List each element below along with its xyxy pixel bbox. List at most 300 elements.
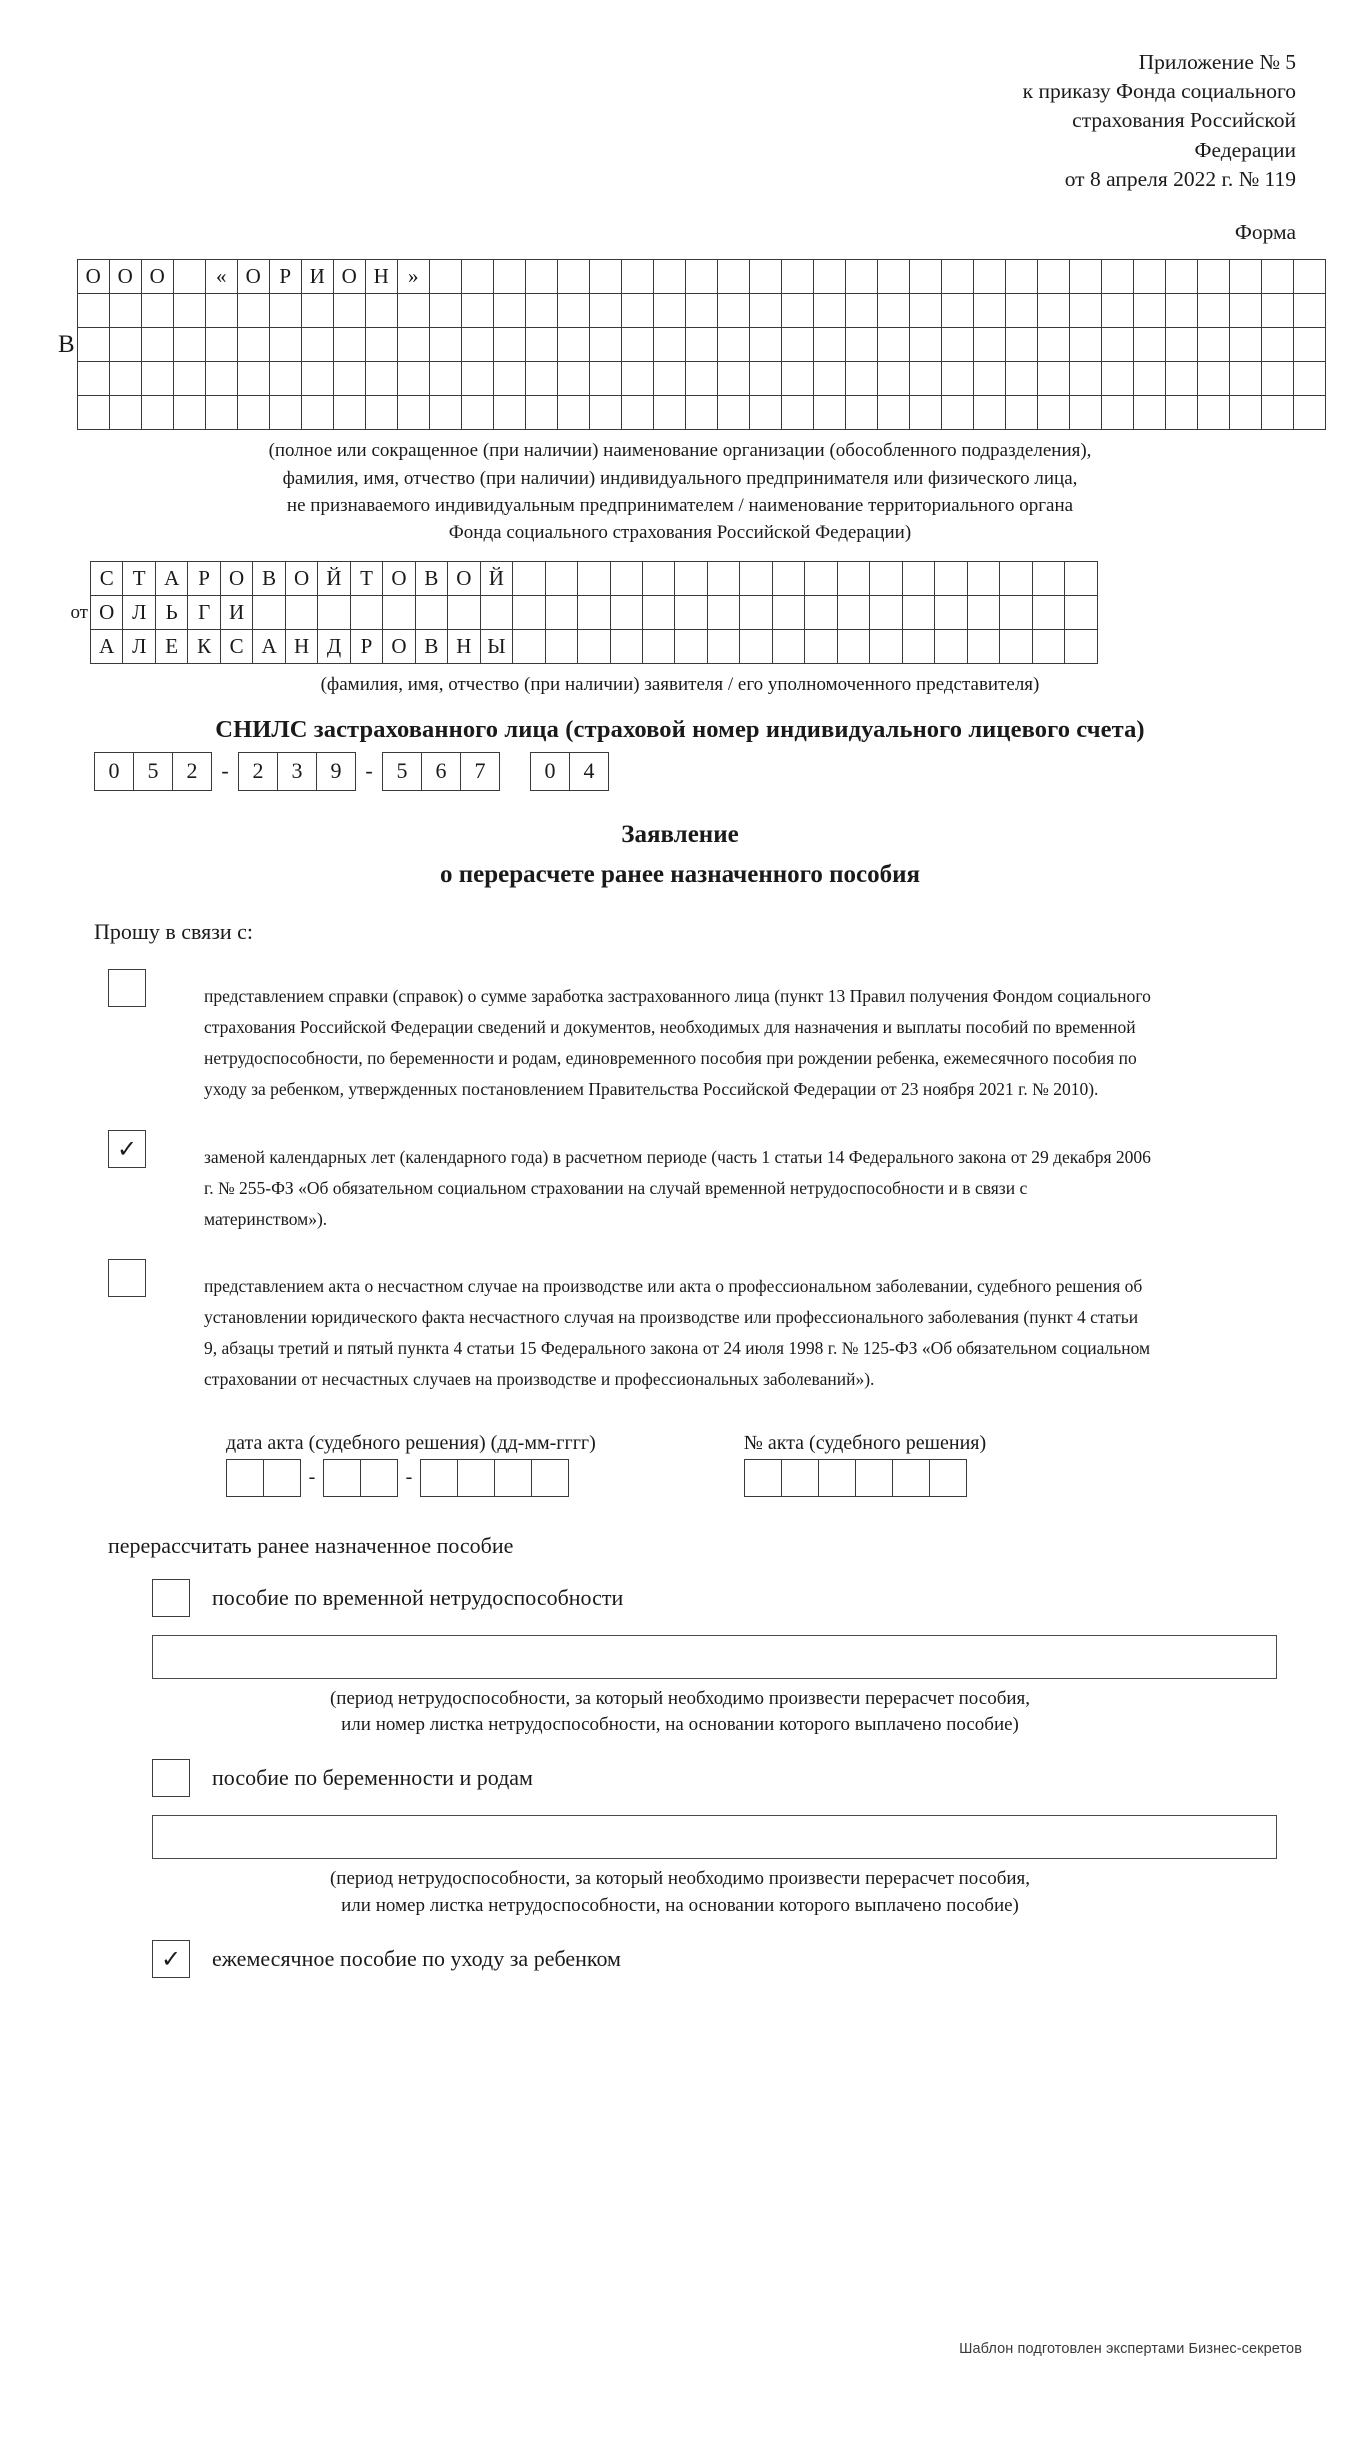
organization-grid-cell[interactable]: [941, 294, 973, 328]
applicant-grid-cell[interactable]: О: [448, 561, 480, 595]
applicant-grid-cell[interactable]: Р: [350, 629, 382, 663]
act-number-cell[interactable]: [744, 1459, 781, 1496]
applicant-grid-cell[interactable]: [1032, 561, 1064, 595]
organization-grid-cell[interactable]: [269, 294, 301, 328]
organization-grid-cell[interactable]: Р: [269, 260, 301, 294]
organization-grid-cell[interactable]: [813, 328, 845, 362]
organization-grid-cell[interactable]: [845, 260, 877, 294]
applicant-grid-cell[interactable]: [740, 595, 772, 629]
organization-grid-cell[interactable]: [205, 396, 237, 430]
applicant-grid-cell[interactable]: [610, 629, 642, 663]
snils-digit-cell[interactable]: 5: [134, 752, 173, 790]
organization-grid-cell[interactable]: [749, 396, 781, 430]
applicant-grid-cell[interactable]: [837, 629, 869, 663]
organization-grid-cell[interactable]: [1197, 328, 1229, 362]
reason-checkbox[interactable]: ✓: [108, 1130, 146, 1168]
organization-grid-cell[interactable]: [269, 396, 301, 430]
snils-digit-cell[interactable]: 0: [531, 752, 570, 790]
applicant-grid-cell[interactable]: [902, 595, 934, 629]
organization-letter-grid[interactable]: [77, 259, 1326, 430]
applicant-grid-cell[interactable]: Ь: [155, 595, 187, 629]
organization-grid-cell[interactable]: [237, 328, 269, 362]
applicant-grid-cell[interactable]: И: [220, 595, 252, 629]
organization-grid-cell[interactable]: [1165, 328, 1197, 362]
applicant-letter-grid[interactable]: [90, 561, 1098, 664]
applicant-grid-cell[interactable]: К: [188, 629, 220, 663]
organization-grid-cell[interactable]: [269, 362, 301, 396]
organization-grid-cell[interactable]: [237, 362, 269, 396]
organization-grid-cell[interactable]: [557, 396, 589, 430]
organization-grid-cell[interactable]: И: [301, 260, 333, 294]
organization-grid-cell[interactable]: [1037, 294, 1069, 328]
organization-grid-cell[interactable]: [493, 362, 525, 396]
snils-group-2[interactable]: [238, 752, 356, 791]
organization-grid-cell[interactable]: [397, 328, 429, 362]
organization-grid-cell[interactable]: [621, 294, 653, 328]
organization-grid-cell[interactable]: [1293, 294, 1325, 328]
organization-grid-cell[interactable]: [717, 328, 749, 362]
organization-grid-cell[interactable]: [1197, 260, 1229, 294]
applicant-grid-cell[interactable]: [1000, 629, 1032, 663]
applicant-grid-cell[interactable]: Т: [123, 561, 155, 595]
organization-grid-cell[interactable]: О: [237, 260, 269, 294]
organization-grid-cell[interactable]: [685, 396, 717, 430]
organization-grid-cell[interactable]: [429, 260, 461, 294]
organization-grid-cell[interactable]: [877, 260, 909, 294]
organization-grid-cell[interactable]: [1261, 396, 1293, 430]
act-date-day-input[interactable]: [226, 1459, 301, 1497]
organization-grid-cell[interactable]: [589, 260, 621, 294]
organization-grid-cell[interactable]: [749, 328, 781, 362]
organization-grid-cell[interactable]: [237, 294, 269, 328]
applicant-grid-cell[interactable]: [707, 561, 739, 595]
organization-grid-cell[interactable]: [941, 328, 973, 362]
organization-grid-cell[interactable]: [205, 294, 237, 328]
organization-grid-cell[interactable]: [525, 294, 557, 328]
organization-grid-cell[interactable]: [1229, 294, 1261, 328]
organization-grid-cell[interactable]: [941, 362, 973, 396]
applicant-grid-cell[interactable]: [642, 629, 674, 663]
benefit-checkbox[interactable]: [152, 1759, 190, 1797]
organization-grid-cell[interactable]: [877, 328, 909, 362]
organization-grid-cell[interactable]: [141, 396, 173, 430]
organization-grid-cell[interactable]: [333, 396, 365, 430]
organization-grid-cell[interactable]: [877, 362, 909, 396]
applicant-grid-cell[interactable]: [967, 595, 999, 629]
act-date-day-cell[interactable]: [227, 1459, 264, 1496]
organization-grid-cell[interactable]: [909, 362, 941, 396]
organization-grid-cell[interactable]: Н: [365, 260, 397, 294]
organization-grid-cell[interactable]: [653, 328, 685, 362]
organization-grid-cell[interactable]: [909, 260, 941, 294]
organization-grid-cell[interactable]: [301, 328, 333, 362]
organization-grid-cell[interactable]: [813, 294, 845, 328]
applicant-grid-cell[interactable]: [805, 595, 837, 629]
organization-grid-cell[interactable]: [525, 260, 557, 294]
organization-grid-cell[interactable]: [621, 328, 653, 362]
act-date-month-cell[interactable]: [324, 1459, 361, 1496]
organization-grid-cell[interactable]: [1005, 260, 1037, 294]
organization-grid-cell[interactable]: О: [141, 260, 173, 294]
organization-grid-cell[interactable]: [1037, 362, 1069, 396]
applicant-grid-cell[interactable]: [772, 561, 804, 595]
organization-grid-cell[interactable]: О: [333, 260, 365, 294]
organization-grid-cell[interactable]: [877, 294, 909, 328]
applicant-grid-cell[interactable]: [350, 595, 382, 629]
organization-grid-cell[interactable]: [1293, 260, 1325, 294]
organization-grid-cell[interactable]: [1069, 396, 1101, 430]
applicant-grid-cell[interactable]: [642, 595, 674, 629]
act-date-day-cell[interactable]: [264, 1459, 301, 1496]
applicant-grid-cell[interactable]: [545, 629, 577, 663]
organization-grid-cell[interactable]: [1229, 328, 1261, 362]
organization-grid-cell[interactable]: [141, 294, 173, 328]
organization-grid-cell[interactable]: [109, 362, 141, 396]
organization-grid-cell[interactable]: [749, 260, 781, 294]
organization-grid-cell[interactable]: [589, 396, 621, 430]
applicant-grid-cell[interactable]: [675, 629, 707, 663]
applicant-grid-cell[interactable]: [772, 595, 804, 629]
organization-grid-cell[interactable]: [909, 294, 941, 328]
organization-grid-cell[interactable]: [653, 260, 685, 294]
organization-grid-cell[interactable]: [525, 396, 557, 430]
organization-grid-cell[interactable]: [77, 362, 109, 396]
applicant-grid-cell[interactable]: [1065, 561, 1098, 595]
organization-grid-cell[interactable]: [365, 294, 397, 328]
applicant-grid-cell[interactable]: [513, 629, 545, 663]
organization-grid-cell[interactable]: [205, 328, 237, 362]
applicant-grid-cell[interactable]: [837, 595, 869, 629]
organization-grid-cell[interactable]: [781, 396, 813, 430]
applicant-grid-cell[interactable]: [772, 629, 804, 663]
organization-grid-cell[interactable]: [621, 362, 653, 396]
applicant-grid-cell[interactable]: О: [383, 561, 415, 595]
act-date-month-cell[interactable]: [361, 1459, 398, 1496]
benefit-checkbox[interactable]: [152, 1579, 190, 1617]
organization-grid-cell[interactable]: [941, 260, 973, 294]
benefit-period-input[interactable]: [152, 1815, 1277, 1859]
organization-grid-cell[interactable]: [1069, 362, 1101, 396]
applicant-grid-cell[interactable]: [967, 629, 999, 663]
organization-grid-cell[interactable]: [909, 396, 941, 430]
snils-digit-cell[interactable]: 9: [317, 752, 356, 790]
snils-digit-cell[interactable]: 2: [173, 752, 212, 790]
organization-grid-cell[interactable]: [1069, 260, 1101, 294]
applicant-grid-cell[interactable]: [675, 595, 707, 629]
applicant-grid-cell[interactable]: [1000, 561, 1032, 595]
applicant-grid-cell[interactable]: [318, 595, 350, 629]
applicant-grid-cell[interactable]: [902, 561, 934, 595]
organization-grid-cell[interactable]: [205, 362, 237, 396]
organization-grid-cell[interactable]: [141, 362, 173, 396]
organization-grid-cell[interactable]: [397, 396, 429, 430]
organization-grid-cell[interactable]: [1037, 396, 1069, 430]
act-number-cell[interactable]: [855, 1459, 892, 1496]
organization-grid-cell[interactable]: [1133, 294, 1165, 328]
snils-group-3[interactable]: [382, 752, 500, 791]
applicant-grid-cell[interactable]: Л: [123, 629, 155, 663]
applicant-grid-cell[interactable]: [578, 595, 610, 629]
organization-grid-cell[interactable]: [1165, 396, 1197, 430]
snils-digit-cell[interactable]: 7: [461, 752, 500, 790]
applicant-grid-cell[interactable]: [902, 629, 934, 663]
applicant-grid-cell[interactable]: Н: [448, 629, 480, 663]
applicant-grid-cell[interactable]: [642, 561, 674, 595]
organization-grid-cell[interactable]: [365, 362, 397, 396]
organization-grid-cell[interactable]: [557, 362, 589, 396]
act-date-year-cell[interactable]: [495, 1459, 532, 1496]
applicant-grid-cell[interactable]: В: [415, 629, 447, 663]
applicant-grid-cell[interactable]: В: [415, 561, 447, 595]
organization-grid-cell[interactable]: [685, 294, 717, 328]
organization-grid-cell[interactable]: [973, 328, 1005, 362]
organization-grid-cell[interactable]: [653, 362, 685, 396]
applicant-grid-cell[interactable]: А: [253, 629, 285, 663]
organization-grid-cell[interactable]: [1101, 396, 1133, 430]
organization-grid-cell[interactable]: [653, 294, 685, 328]
organization-grid-cell[interactable]: [557, 260, 589, 294]
act-date-year-input[interactable]: [420, 1459, 569, 1497]
organization-grid-cell[interactable]: [1101, 362, 1133, 396]
act-date-month-input[interactable]: [323, 1459, 398, 1497]
applicant-grid-cell[interactable]: Й: [480, 561, 512, 595]
organization-grid-cell[interactable]: [429, 396, 461, 430]
organization-grid-cell[interactable]: [621, 396, 653, 430]
organization-grid-cell[interactable]: [685, 362, 717, 396]
organization-grid-cell[interactable]: О: [77, 260, 109, 294]
organization-grid-cell[interactable]: [461, 294, 493, 328]
applicant-grid-cell[interactable]: [1032, 629, 1064, 663]
organization-grid-cell[interactable]: [333, 362, 365, 396]
organization-grid-cell[interactable]: [589, 362, 621, 396]
snils-group-4[interactable]: [530, 752, 609, 791]
organization-grid-cell[interactable]: [1229, 260, 1261, 294]
organization-grid-cell[interactable]: [1261, 260, 1293, 294]
organization-grid-cell[interactable]: [301, 362, 333, 396]
organization-grid-cell[interactable]: [909, 328, 941, 362]
organization-grid-cell[interactable]: [173, 396, 205, 430]
applicant-grid-cell[interactable]: А: [155, 561, 187, 595]
applicant-grid-cell[interactable]: В: [253, 561, 285, 595]
organization-grid-cell[interactable]: «: [205, 260, 237, 294]
organization-grid-cell[interactable]: [1037, 260, 1069, 294]
applicant-grid-cell[interactable]: [1032, 595, 1064, 629]
organization-grid-cell[interactable]: [493, 260, 525, 294]
organization-grid-cell[interactable]: [813, 396, 845, 430]
applicant-grid-cell[interactable]: Г: [188, 595, 220, 629]
organization-grid-cell[interactable]: [781, 362, 813, 396]
organization-grid-cell[interactable]: [1133, 328, 1165, 362]
organization-grid-cell[interactable]: [1037, 328, 1069, 362]
organization-grid-cell[interactable]: [173, 362, 205, 396]
organization-grid-cell[interactable]: [621, 260, 653, 294]
organization-grid-cell[interactable]: [1101, 294, 1133, 328]
applicant-grid-cell[interactable]: [675, 561, 707, 595]
act-date-year-cell[interactable]: [532, 1459, 569, 1496]
applicant-grid-cell[interactable]: О: [285, 561, 317, 595]
benefit-checkbox[interactable]: ✓: [152, 1940, 190, 1978]
applicant-grid-cell[interactable]: [513, 561, 545, 595]
applicant-grid-cell[interactable]: [480, 595, 512, 629]
organization-grid-cell[interactable]: [397, 294, 429, 328]
organization-grid-cell[interactable]: [653, 396, 685, 430]
applicant-grid-cell[interactable]: Д: [318, 629, 350, 663]
organization-grid-cell[interactable]: [301, 396, 333, 430]
applicant-grid-cell[interactable]: [513, 595, 545, 629]
organization-grid-cell[interactable]: [1293, 362, 1325, 396]
organization-grid-cell[interactable]: [557, 328, 589, 362]
applicant-grid-cell[interactable]: [610, 595, 642, 629]
organization-grid-cell[interactable]: [109, 294, 141, 328]
organization-grid-cell[interactable]: [461, 362, 493, 396]
applicant-grid-cell[interactable]: О: [91, 595, 123, 629]
organization-grid-cell[interactable]: [333, 328, 365, 362]
organization-grid-cell[interactable]: [1229, 362, 1261, 396]
applicant-grid-cell[interactable]: [1065, 629, 1098, 663]
applicant-grid-cell[interactable]: Л: [123, 595, 155, 629]
organization-grid-cell[interactable]: [685, 328, 717, 362]
act-date-year-cell[interactable]: [421, 1459, 458, 1496]
applicant-grid-cell[interactable]: [545, 595, 577, 629]
organization-grid-cell[interactable]: [461, 260, 493, 294]
organization-grid-cell[interactable]: [77, 294, 109, 328]
organization-grid-cell[interactable]: [973, 396, 1005, 430]
organization-grid-cell[interactable]: [333, 294, 365, 328]
applicant-grid-cell[interactable]: Ы: [480, 629, 512, 663]
applicant-grid-cell[interactable]: Р: [188, 561, 220, 595]
organization-grid-cell[interactable]: [845, 362, 877, 396]
applicant-grid-cell[interactable]: Е: [155, 629, 187, 663]
organization-grid-cell[interactable]: [589, 294, 621, 328]
organization-grid-cell[interactable]: [781, 294, 813, 328]
organization-grid-cell[interactable]: [781, 260, 813, 294]
organization-grid-cell[interactable]: [493, 396, 525, 430]
applicant-grid-cell[interactable]: [870, 561, 902, 595]
organization-grid-cell[interactable]: [173, 294, 205, 328]
applicant-grid-cell[interactable]: [740, 629, 772, 663]
organization-grid-cell[interactable]: [1133, 260, 1165, 294]
organization-grid-cell[interactable]: [1229, 396, 1261, 430]
act-number-cell[interactable]: [818, 1459, 855, 1496]
snils-digit-cell[interactable]: 3: [278, 752, 317, 790]
applicant-grid-cell[interactable]: [578, 629, 610, 663]
organization-grid-cell[interactable]: [1005, 396, 1037, 430]
applicant-grid-cell[interactable]: [837, 561, 869, 595]
organization-grid-cell[interactable]: [173, 260, 205, 294]
organization-grid-cell[interactable]: »: [397, 260, 429, 294]
applicant-grid-cell[interactable]: [740, 561, 772, 595]
organization-grid-cell[interactable]: [237, 396, 269, 430]
applicant-grid-cell[interactable]: О: [220, 561, 252, 595]
organization-grid-cell[interactable]: [109, 328, 141, 362]
applicant-grid-cell[interactable]: Й: [318, 561, 350, 595]
applicant-grid-cell[interactable]: [805, 561, 837, 595]
snils-digit-cell[interactable]: 6: [422, 752, 461, 790]
organization-grid-cell[interactable]: [685, 260, 717, 294]
organization-grid-cell[interactable]: [973, 260, 1005, 294]
organization-grid-cell[interactable]: [1261, 328, 1293, 362]
organization-grid-cell[interactable]: [749, 294, 781, 328]
applicant-grid-cell[interactable]: [448, 595, 480, 629]
organization-grid-cell[interactable]: [429, 362, 461, 396]
organization-grid-cell[interactable]: [1261, 362, 1293, 396]
organization-grid-cell[interactable]: [1005, 294, 1037, 328]
organization-grid-cell[interactable]: [973, 294, 1005, 328]
act-number-cell[interactable]: [929, 1459, 966, 1496]
organization-grid-cell[interactable]: [1165, 260, 1197, 294]
organization-grid-cell[interactable]: [429, 328, 461, 362]
organization-grid-cell[interactable]: [589, 328, 621, 362]
applicant-grid-cell[interactable]: [1065, 595, 1098, 629]
applicant-grid-cell[interactable]: [870, 629, 902, 663]
snils-digit-cell[interactable]: 4: [570, 752, 609, 790]
applicant-grid-cell[interactable]: Т: [350, 561, 382, 595]
organization-grid-cell[interactable]: [557, 294, 589, 328]
organization-grid-cell[interactable]: [525, 328, 557, 362]
organization-grid-cell[interactable]: [717, 362, 749, 396]
organization-grid-cell[interactable]: [1197, 294, 1229, 328]
organization-grid-cell[interactable]: [461, 328, 493, 362]
organization-grid-cell[interactable]: [1133, 396, 1165, 430]
applicant-grid-cell[interactable]: [935, 561, 967, 595]
snils-digit-cell[interactable]: 0: [95, 752, 134, 790]
organization-grid-cell[interactable]: [781, 328, 813, 362]
act-number-input[interactable]: [744, 1459, 967, 1497]
organization-grid-cell[interactable]: [1005, 328, 1037, 362]
organization-grid-cell[interactable]: [429, 294, 461, 328]
applicant-grid-cell[interactable]: [415, 595, 447, 629]
applicant-grid-cell[interactable]: Н: [285, 629, 317, 663]
organization-grid-cell[interactable]: [845, 328, 877, 362]
organization-grid-cell[interactable]: [365, 396, 397, 430]
applicant-grid-cell[interactable]: [545, 561, 577, 595]
organization-grid-cell[interactable]: [813, 260, 845, 294]
applicant-grid-cell[interactable]: [383, 595, 415, 629]
organization-grid-cell[interactable]: [749, 362, 781, 396]
organization-grid-cell[interactable]: О: [109, 260, 141, 294]
organization-grid-cell[interactable]: [717, 294, 749, 328]
organization-grid-cell[interactable]: [301, 294, 333, 328]
applicant-grid-cell[interactable]: [967, 561, 999, 595]
applicant-grid-cell[interactable]: [870, 595, 902, 629]
applicant-grid-cell[interactable]: С: [91, 561, 123, 595]
applicant-grid-cell[interactable]: [1000, 595, 1032, 629]
reason-checkbox[interactable]: [108, 1259, 146, 1297]
act-date-year-cell[interactable]: [458, 1459, 495, 1496]
organization-grid-cell[interactable]: [1293, 396, 1325, 430]
applicant-grid-cell[interactable]: [285, 595, 317, 629]
applicant-grid-cell[interactable]: А: [91, 629, 123, 663]
applicant-grid-cell[interactable]: [935, 629, 967, 663]
benefit-period-input[interactable]: [152, 1635, 1277, 1679]
snils-group-1[interactable]: [94, 752, 212, 791]
organization-grid-cell[interactable]: [1101, 260, 1133, 294]
snils-digit-cell[interactable]: 2: [239, 752, 278, 790]
applicant-grid-cell[interactable]: О: [383, 629, 415, 663]
organization-grid-cell[interactable]: [813, 362, 845, 396]
organization-grid-cell[interactable]: [845, 294, 877, 328]
snils-digit-cell[interactable]: 5: [383, 752, 422, 790]
organization-grid-cell[interactable]: [1261, 294, 1293, 328]
applicant-grid-cell[interactable]: [253, 595, 285, 629]
organization-grid-cell[interactable]: [941, 396, 973, 430]
applicant-grid-cell[interactable]: [610, 561, 642, 595]
organization-grid-cell[interactable]: [397, 362, 429, 396]
applicant-grid-cell[interactable]: [707, 629, 739, 663]
applicant-grid-cell[interactable]: С: [220, 629, 252, 663]
organization-grid-cell[interactable]: [269, 328, 301, 362]
organization-grid-cell[interactable]: [1197, 362, 1229, 396]
